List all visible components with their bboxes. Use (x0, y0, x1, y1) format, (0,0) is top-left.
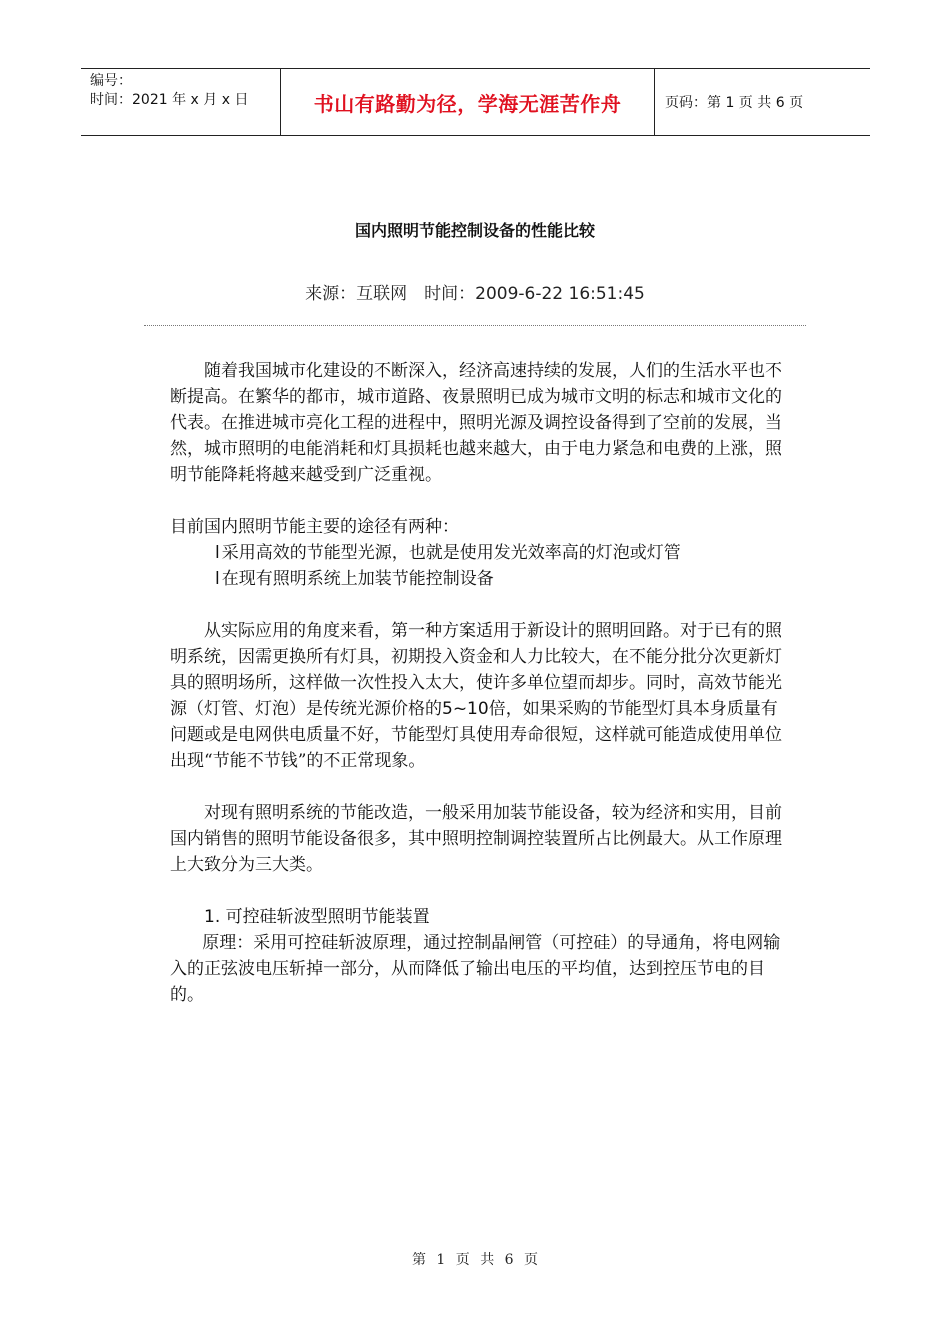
page-footer: 第 1 页 共 6 页 (411, 1252, 539, 1268)
paragraph-analysis: 从实际应用的角度来看，第一种方案适用于新设计的照明回路。对于已有的照明系统，因需更换所有灯具，初期投入资金和人力比较大，在不能分批分次更新灯具的照明场所，这样做一次性投入太大，使许多单位望而却步。同时，高效节能光源（灯管、灯泡）是传统光源价格的5~10倍，如果采购的节能型灯具本身质量有问题或是电网供电质量不好，节能型灯具使用寿命很短，这样就可能造成使用单位出现“节能不节钱”的不正常现象。 (170, 621, 782, 771)
price-multiple: 5~10 (442, 699, 489, 719)
header-page-info: 页码：第 1 页 共 6 页 (665, 95, 804, 111)
paragraph-retrofit: 对现有照明系统的节能改造，一般采用加装节能设备，较为经济和实用，目前国内销售的照明节能设备很多，其中照明控制调控装置所占比例最大。从工作原理上大致分为三大类。 (170, 803, 782, 875)
doc-id-label: 编号： (90, 73, 132, 89)
article-source-line (0, 279, 950, 304)
section-title: 可控硅斩波型照明节能装置 (225, 907, 430, 927)
document-header (81, 68, 870, 136)
paragraph-approaches: 目前国内照明节能主要的途径有两种： (170, 517, 459, 537)
list-item (170, 566, 782, 592)
doc-time-label: 时间：2021 年 x 月 x 日 (90, 92, 249, 108)
dotted-divider (144, 325, 806, 326)
section-text: 原理：采用可控硅斩波原理，通过控制晶闸管（可控硅）的导通角，将电网输入的正弦波电压斩掉一部分，从而降低了输出电压的平均值，达到控压节电的目的。 (170, 933, 781, 1005)
header-motto: 书山有路勤为径，学海无涯苦作舟 (281, 69, 655, 135)
article-title: 国内照明节能控制设备的性能比较 (354, 221, 595, 240)
bullet-marker: l (215, 543, 220, 563)
list-item (170, 540, 782, 566)
section-heading (170, 904, 782, 930)
article-body (170, 358, 782, 1008)
list-item-text: 采用高效的节能型光源，也就是使用发光效率高的灯泡或灯管 (221, 543, 681, 563)
section-number: 1. (204, 907, 221, 927)
paragraph-intro: 随着我国城市化建设的不断深入，经济高速持续的发展，人们的生活水平也不断提高。在繁华的都市，城市道路、夜景照明已成为城市文明的标志和城市文化的代表。在推进城市亮化工程的进程中，照明光源及调控设备得到了空前的发展，当然，城市照明的电能消耗和灯具损耗也越来越大，由于电力紧急和电费的上涨，照明节能降耗将越来越受到广泛重视。 (170, 361, 782, 485)
header-meta (81, 69, 281, 135)
list-item-text: 在现有照明系统上加装节能控制设备 (221, 569, 494, 589)
source-prefix: 来源：互联网 时间： (305, 284, 476, 304)
bullet-marker: l (215, 569, 220, 589)
source-datetime: 2009-6-22 16:51:45 (475, 284, 645, 304)
